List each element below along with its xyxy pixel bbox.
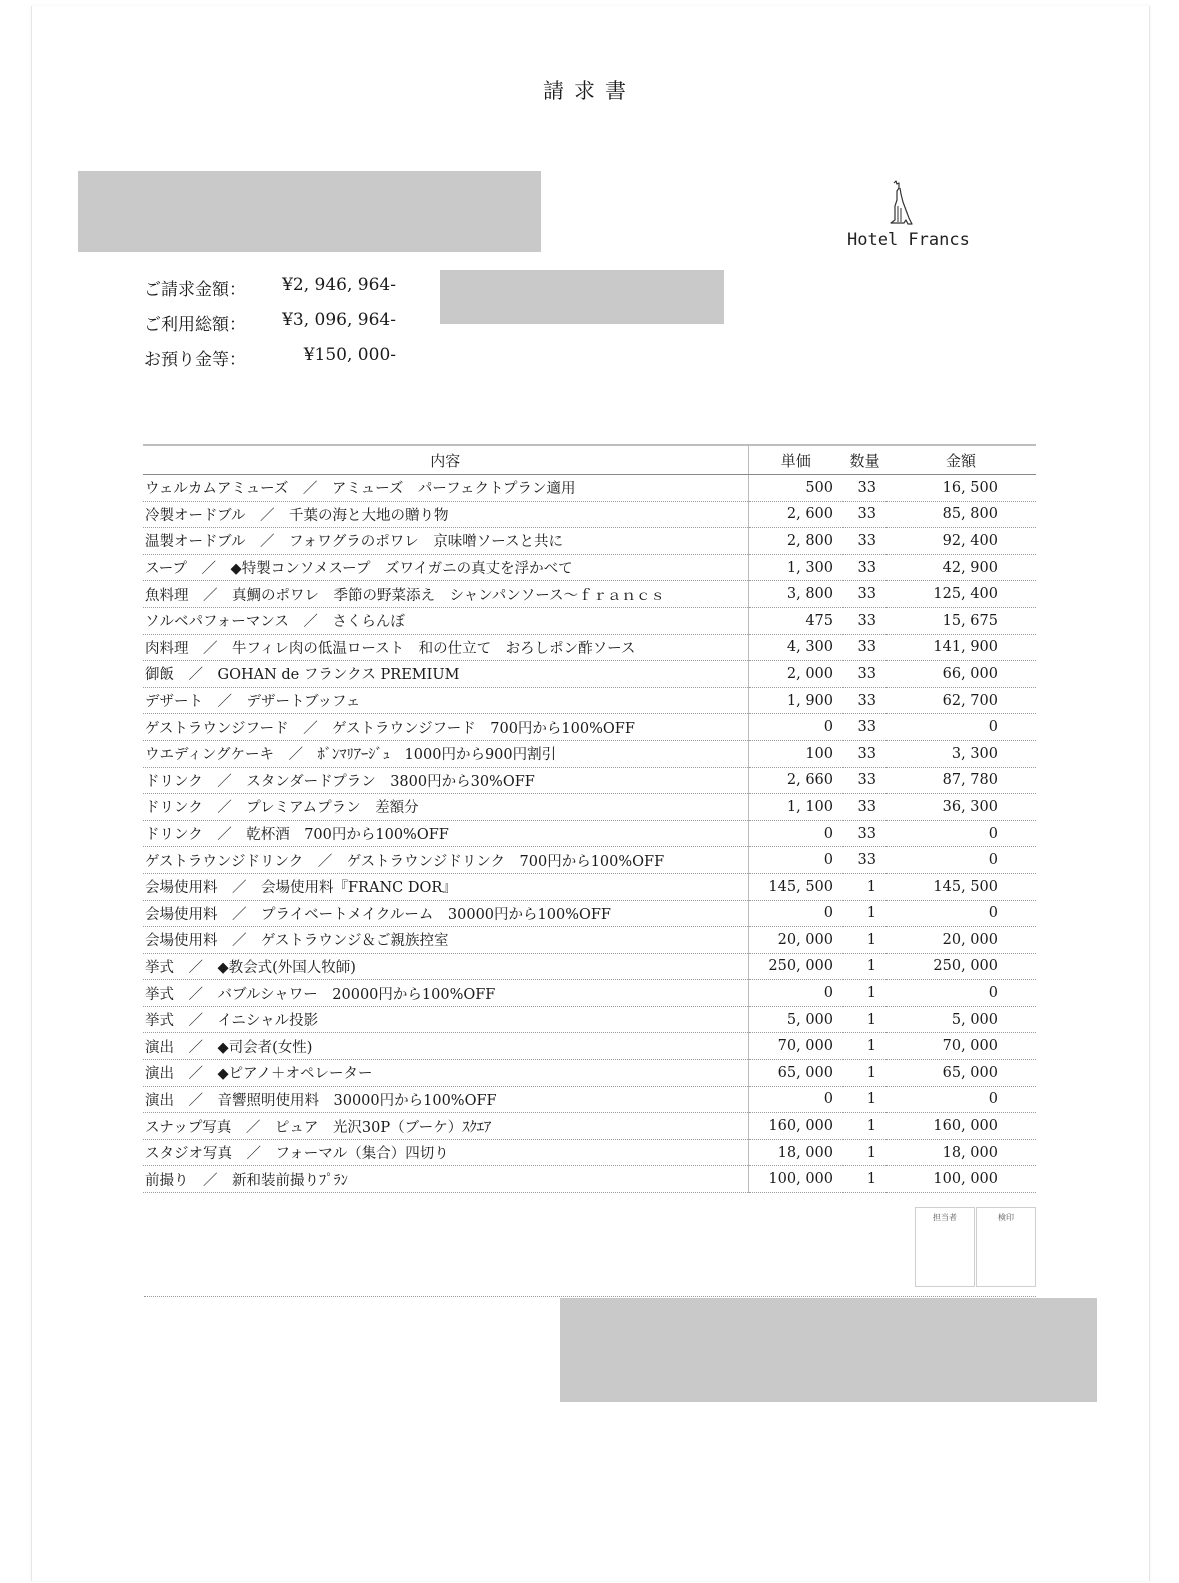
item-quantity: 33 [843,767,886,794]
item-amount: 85, 800 [886,501,1036,528]
table-row [143,661,1036,688]
item-unit-price: 4, 300 [748,634,843,661]
item-unit-price: 0 [748,980,843,1007]
table-row [143,820,1036,847]
hotel-name: Hotel Francs [847,230,970,250]
item-description: ウェルカムアミューズ ／ アミューズ パーフェクトプラン適用 [143,475,748,502]
item-unit-price: 70, 000 [748,1033,843,1060]
item-quantity: 1 [843,873,886,900]
item-quantity: 33 [843,634,886,661]
item-unit-price: 1, 100 [748,794,843,821]
item-quantity: 33 [843,581,886,608]
item-amount: 18, 000 [886,1139,1036,1166]
item-quantity: 33 [843,820,886,847]
item-description: 会場使用料 ／ ゲストラウンジ＆ご親族控室 [143,927,748,954]
item-quantity: 33 [843,501,886,528]
item-unit-price: 1, 900 [748,687,843,714]
item-description: 演出 ／ ◆ピアノ＋オペレーター [143,1060,748,1087]
table-row [143,554,1036,581]
item-amount: 5, 000 [886,1006,1036,1033]
item-unit-price: 160, 000 [748,1113,843,1140]
item-unit-price: 0 [748,847,843,874]
item-quantity: 33 [843,475,886,502]
item-amount: 87, 780 [886,767,1036,794]
item-amount: 0 [886,980,1036,1007]
item-unit-price: 3, 800 [748,581,843,608]
item-quantity: 33 [843,740,886,767]
item-amount: 70, 000 [886,1033,1036,1060]
item-unit-price: 20, 000 [748,927,843,954]
item-description: 御飯 ／ GOHAN de フランクス PREMIUM [143,661,748,688]
header-price: 単価 [748,445,843,475]
table-row [143,1086,1036,1113]
item-quantity: 33 [843,847,886,874]
item-quantity: 1 [843,1139,886,1166]
item-description: 演出 ／ ◆司会者(女性) [143,1033,748,1060]
table-row [143,953,1036,980]
item-unit-price: 18, 000 [748,1139,843,1166]
item-unit-price: 100, 000 [748,1166,843,1193]
dog-icon [884,180,914,226]
item-description: ドリンク ／ プレミアムプラン 差額分 [143,794,748,821]
table-header-row [143,445,1036,475]
table-row [143,900,1036,927]
item-amount: 20, 000 [886,927,1036,954]
item-amount: 0 [886,900,1036,927]
hotel-logo [838,180,968,260]
table-row [143,767,1036,794]
item-quantity: 1 [843,953,886,980]
item-description: 演出 ／ 音響照明使用料 30000円から100%OFF [143,1086,748,1113]
document-title: 請求書 [543,79,636,103]
table-row [143,581,1036,608]
item-amount: 42, 900 [886,554,1036,581]
item-amount: 100, 000 [886,1166,1036,1193]
item-description: ドリンク ／ 乾杯酒 700円から100%OFF [143,820,748,847]
item-amount: 160, 000 [886,1113,1036,1140]
item-amount: 16, 500 [886,475,1036,502]
stamp-label: 担当者 [933,1213,957,1222]
item-amount: 15, 675 [886,607,1036,634]
item-unit-price: 2, 600 [748,501,843,528]
item-quantity: 33 [843,714,886,741]
item-description: 魚料理 ／ 真鯛のポワレ 季節の野菜添え シャンパンソース～ｆｒａｎｃｓ [143,581,748,608]
summary-value: ¥2, 946, 964- [282,275,396,295]
header-amount: 金額 [886,445,1036,475]
item-unit-price: 0 [748,714,843,741]
item-amount: 125, 400 [886,581,1036,608]
item-unit-price: 1, 300 [748,554,843,581]
item-description: ゲストラウンジフード ／ ゲストラウンジフード 700円から100%OFF [143,714,748,741]
item-description: スナップ写真 ／ ピュア 光沢30P（ブーケ）ｽｸｴｱ [143,1113,748,1140]
item-quantity: 33 [843,794,886,821]
item-amount: 250, 000 [886,953,1036,980]
summary-label: ご利用総額： [144,315,246,335]
item-description: 会場使用料 ／ 会場使用料『FRANC DOR』 [143,873,748,900]
item-description: ゲストラウンジドリンク ／ ゲストラウンジドリンク 700円から100%OFF [143,847,748,874]
item-description: 挙式 ／ バブルシャワー 20000円から100%OFF [143,980,748,1007]
invoice-items-table [143,444,1036,1193]
item-amount: 3, 300 [886,740,1036,767]
item-description: 挙式 ／ イニシャル投影 [143,1006,748,1033]
item-amount: 0 [886,714,1036,741]
table-row [143,1006,1036,1033]
redacted-block-summary [440,270,724,324]
redacted-block-recipient [78,171,541,252]
item-amount: 0 [886,847,1036,874]
item-description: スープ ／ ◆特製コンソメスープ ズワイガニの真丈を浮かべて [143,554,748,581]
divider [144,1296,1036,1297]
item-unit-price: 0 [748,820,843,847]
item-description: デザート ／ デザートブッフェ [143,687,748,714]
item-description: 肉料理 ／ 牛フィレ肉の低温ロースト 和の仕立て おろしポン酢ソース [143,634,748,661]
summary-label: ご請求金額： [144,280,246,300]
item-description: 冷製オードブル ／ 千葉の海と大地の贈り物 [143,501,748,528]
item-description: 会場使用料 ／ プライベートメイクルーム 30000円から100%OFF [143,900,748,927]
header-qty: 数量 [843,445,886,475]
item-unit-price: 2, 660 [748,767,843,794]
item-unit-price: 475 [748,607,843,634]
item-amount: 36, 300 [886,794,1036,821]
table-row [143,1033,1036,1060]
stamp-box-staff [915,1207,975,1287]
item-quantity: 1 [843,980,886,1007]
summary-value: ¥150, 000- [303,345,396,365]
item-unit-price: 0 [748,1086,843,1113]
table-row [143,740,1036,767]
item-amount: 66, 000 [886,661,1036,688]
item-amount: 62, 700 [886,687,1036,714]
table-row [143,714,1036,741]
header-desc: 内容 [143,445,748,475]
item-amount: 92, 400 [886,528,1036,555]
item-quantity: 1 [843,1166,886,1193]
item-unit-price: 145, 500 [748,873,843,900]
redacted-block-footer [560,1298,1097,1402]
item-description: ドリンク ／ スタンダードプラン 3800円から30%OFF [143,767,748,794]
item-unit-price: 2, 000 [748,661,843,688]
stamp-label: 検印 [998,1213,1014,1222]
item-unit-price: 250, 000 [748,953,843,980]
item-quantity: 33 [843,528,886,555]
table-row [143,687,1036,714]
item-description: ソルベパフォーマンス ／ さくらんぼ [143,607,748,634]
table-body [143,475,1036,1193]
item-quantity: 33 [843,554,886,581]
table-row [143,980,1036,1007]
stamp-box-approval [976,1207,1036,1287]
item-description: スタジオ写真 ／ フォーマル（集合）四切り [143,1139,748,1166]
item-quantity: 1 [843,1113,886,1140]
table-row [143,528,1036,555]
item-unit-price: 0 [748,900,843,927]
item-amount: 65, 000 [886,1060,1036,1087]
item-description: 挙式 ／ ◆教会式(外国人牧師) [143,953,748,980]
item-amount: 0 [886,1086,1036,1113]
table-row [143,927,1036,954]
item-quantity: 33 [843,607,886,634]
table-row [143,1166,1036,1193]
item-unit-price: 65, 000 [748,1060,843,1087]
item-unit-price: 100 [748,740,843,767]
summary-label: お預り金等： [144,350,246,370]
table-row [143,1139,1036,1166]
item-amount: 141, 900 [886,634,1036,661]
item-amount: 145, 500 [886,873,1036,900]
table-row [143,1113,1036,1140]
item-description: 温製オードブル ／ フォワグラのポワレ 京味噌ソースと共に [143,528,748,555]
item-quantity: 1 [843,1086,886,1113]
table-row [143,475,1036,502]
table-row [143,847,1036,874]
item-description: 前撮り ／ 新和装前撮りﾌﾟﾗﾝ [143,1166,748,1193]
item-unit-price: 2, 800 [748,528,843,555]
table-row [143,794,1036,821]
table-row [143,607,1036,634]
item-unit-price: 5, 000 [748,1006,843,1033]
item-quantity: 1 [843,1033,886,1060]
table-row [143,634,1036,661]
item-quantity: 33 [843,687,886,714]
item-quantity: 1 [843,1060,886,1087]
summary-value: ¥3, 096, 964- [282,310,396,330]
table-row [143,1060,1036,1087]
item-quantity: 1 [843,1006,886,1033]
table-row [143,873,1036,900]
item-amount: 0 [886,820,1036,847]
item-unit-price: 500 [748,475,843,502]
item-quantity: 33 [843,661,886,688]
item-quantity: 1 [843,927,886,954]
item-quantity: 1 [843,900,886,927]
table-row [143,501,1036,528]
item-description: ウエディングケーキ ／ ﾎﾞﾝﾏﾘｱｰｼﾞｭ 1000円から900円割引 [143,740,748,767]
